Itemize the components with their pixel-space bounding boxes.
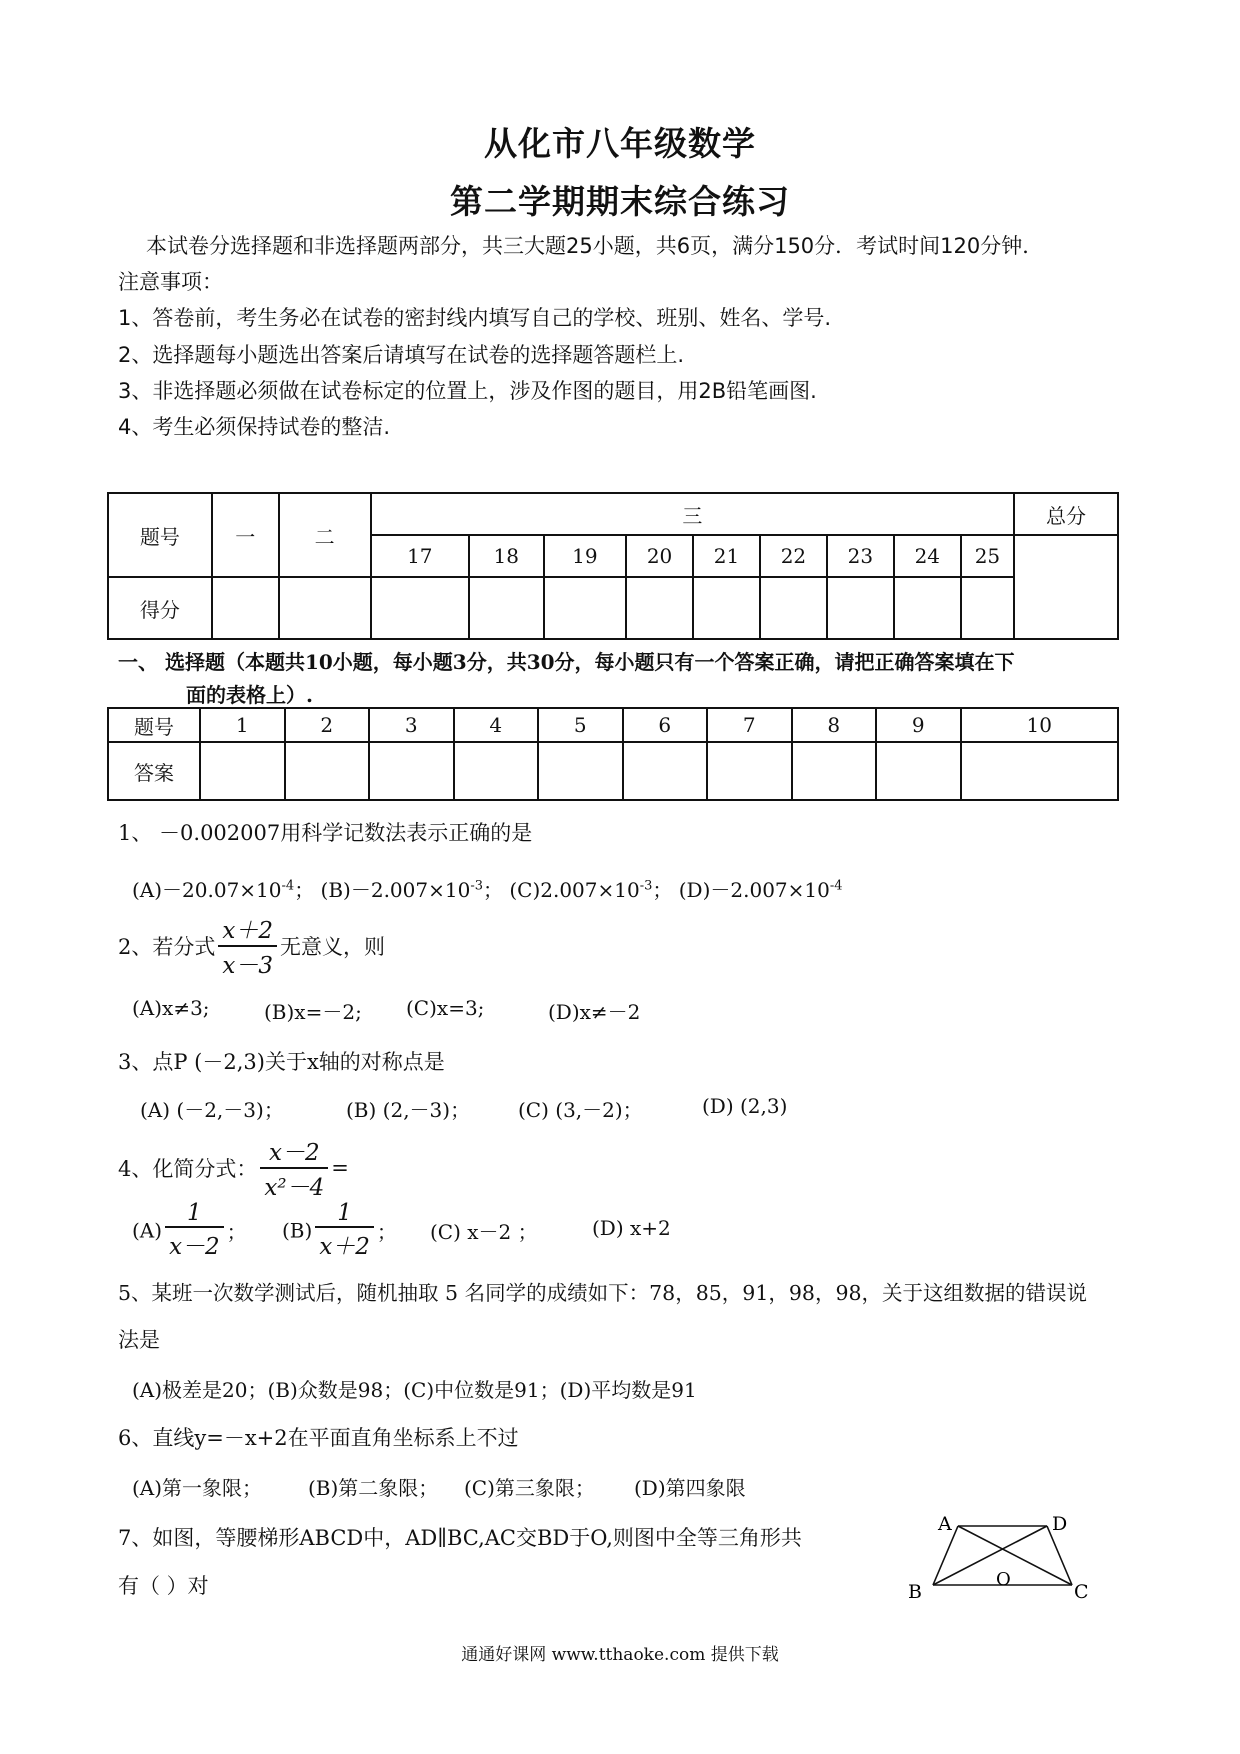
q5-stem: 5、某班一次数学测试后，随机抽取 5 名同学的成绩如下：78，85，91，98，98，关于这组数据的错误说: [118, 1281, 1088, 1305]
score-cell: [693, 577, 760, 639]
q4-option-a-sep: ；: [226, 1220, 247, 1244]
answer-row-label: 答案: [108, 742, 200, 800]
q1-option-b: (B)－2.007×10: [320, 878, 471, 902]
score-row-label: 得分: [108, 577, 212, 639]
q1-option-d-exp: -4: [829, 878, 843, 894]
q4-option-d: (D) x+2: [592, 1216, 671, 1240]
q4-option-b-fraction: [315, 1200, 374, 1261]
q6-option-a: (A)第一象限；: [132, 1476, 263, 1500]
answer-cell: [961, 742, 1119, 800]
score-header-part2: 二: [279, 493, 371, 577]
answer-cell: [538, 742, 623, 800]
q3-stem: 3、点P (－2,3)关于x轴的对称点是: [118, 1050, 445, 1074]
answer-num-5: 5: [538, 708, 623, 742]
q4-option-a-den: x－2: [165, 1226, 224, 1261]
score-cell: [827, 577, 894, 639]
score-cell: [279, 577, 371, 639]
answer-header-number: 题号: [108, 708, 200, 742]
answer-cell: [454, 742, 539, 800]
label-a: A: [938, 1513, 952, 1535]
section1-heading-cont: 面的表格上）.: [186, 683, 313, 707]
score-q19: 19: [544, 535, 627, 577]
footer-text: 通通好课网 www.tthaoke.com 提供下载: [461, 1645, 779, 1665]
label-b: B: [908, 1581, 922, 1603]
score-header-part3: 三: [371, 493, 1014, 535]
q2-fraction: [218, 912, 277, 980]
intro-text: 本试卷分选择题和非选择题两部分，共三大题25小题，共6页，满分150分．考试时间120分钟．: [146, 234, 1044, 258]
answer-cell: [369, 742, 454, 800]
q2-option-a: (A)x≠3;: [132, 996, 210, 1020]
answer-table: [107, 707, 1119, 801]
q4-fraction: [260, 1134, 328, 1202]
q6-option-c: (C)第三象限；: [464, 1476, 595, 1500]
q1-sep: ；: [294, 878, 315, 902]
q1-option-d: (D)－2.007×10: [678, 878, 830, 902]
q4-option-b-den: x＋2: [315, 1226, 374, 1261]
answer-num-2: 2: [285, 708, 370, 742]
q4-option-a-num: 1: [187, 1200, 202, 1226]
notice-2: 2、选择题每小题选出答案后请填写在试卷的选择题答题栏上.: [118, 343, 685, 367]
score-cell: [760, 577, 827, 639]
score-total-cell: [1014, 535, 1118, 639]
q6-option-b: (B)第二象限；: [308, 1476, 439, 1500]
q1-stem: 1、 －0.002007用科学记数法表示正确的是: [118, 821, 533, 845]
answer-cell: [285, 742, 370, 800]
page-subtitle: 第二学期期末综合练习: [450, 182, 790, 221]
score-cell: [371, 577, 469, 639]
trapezoid-figure: [900, 1510, 1100, 1610]
answer-num-9: 9: [876, 708, 961, 742]
q1-option-c-exp: -3: [639, 878, 653, 894]
q1-sep: ；: [652, 878, 673, 902]
score-q24: 24: [894, 535, 961, 577]
score-q25: 25: [961, 535, 1014, 577]
q1-option-a-exp: -4: [281, 878, 295, 894]
q1-sep: ；: [482, 878, 503, 902]
notice-4: 4、考生必须保持试卷的整洁.: [118, 415, 391, 439]
score-q23: 23: [827, 535, 894, 577]
score-cell: [212, 577, 279, 639]
page-title: 从化市八年级数学: [484, 124, 756, 163]
score-q20: 20: [626, 535, 693, 577]
score-q22: 22: [760, 535, 827, 577]
answer-num-1: 1: [200, 708, 285, 742]
score-header-total: 总分: [1014, 493, 1118, 535]
answer-num-6: 6: [623, 708, 708, 742]
q2-option-d: (D)x≠－2: [548, 1000, 641, 1024]
q5-options: (A)极差是20；(B)众数是98；(C)中位数是91；(D)平均数是91: [132, 1378, 697, 1402]
q2-option-b: (B)x=－2;: [264, 1000, 362, 1024]
notice-3: 3、非选择题必须做在试卷标定的位置上，涉及作图的题目，用2B铅笔画图.: [118, 379, 817, 403]
answer-cell: [623, 742, 708, 800]
q1-option-b-exp: -3: [470, 878, 483, 894]
score-header-number: 题号: [108, 493, 212, 577]
answer-num-4: 4: [454, 708, 539, 742]
q4-suffix: =: [331, 1156, 349, 1180]
q2-prefix: 2、若分式: [118, 935, 216, 959]
score-q17: 17: [371, 535, 469, 577]
q4-option-a-label: (A): [132, 1218, 163, 1243]
q1-option-c: (C)2.007×10: [509, 878, 640, 902]
answer-num-3: 3: [369, 708, 454, 742]
q7-stem-cont: 有（ ）对: [118, 1574, 209, 1598]
q4-option-b-label: (B): [282, 1218, 313, 1243]
notice-title: 注意事项：: [118, 270, 223, 294]
score-cell: [544, 577, 627, 639]
q2-numerator: x＋2: [222, 918, 273, 944]
q4-option-a: [132, 1200, 247, 1261]
q2-option-c: (C)x=3;: [406, 996, 485, 1020]
q4-option-a-fraction: [165, 1200, 224, 1261]
score-q21: 21: [693, 535, 760, 577]
score-header-part1: 一: [212, 493, 279, 577]
answer-cell: [876, 742, 961, 800]
label-d: D: [1052, 1513, 1068, 1535]
score-cell: [961, 577, 1014, 639]
q3-option-c: (C) (3,－2)；: [518, 1098, 643, 1122]
q6-option-d: (D)第四象限: [634, 1476, 746, 1500]
q3-option-a: (A) (－2,－3)；: [140, 1098, 284, 1122]
q4-denominator: x²－4: [260, 1167, 328, 1202]
score-cell: [469, 577, 544, 639]
answer-num-8: 8: [792, 708, 877, 742]
score-table: [107, 492, 1119, 640]
answer-cell: [707, 742, 792, 800]
q3-option-b: (B) (2,－3)；: [346, 1098, 471, 1122]
q4-numerator: x－2: [268, 1140, 320, 1166]
q4-prefix: 4、化简分式：: [118, 1157, 258, 1181]
answer-cell: [792, 742, 877, 800]
q1-option-a: (A)－20.07×10: [132, 878, 282, 902]
notice-1: 1、答卷前，考生务必在试卷的密封线内填写自己的学校、班别、姓名、学号.: [118, 306, 832, 330]
q2-denominator: x－3: [218, 945, 277, 980]
score-q18: 18: [469, 535, 544, 577]
q5-stem-cont: 法是: [118, 1328, 160, 1352]
q1-options: [132, 874, 843, 903]
q4-option-b-num: 1: [337, 1200, 352, 1226]
score-cell: [894, 577, 961, 639]
answer-num-10: 10: [961, 708, 1119, 742]
q4-option-b: [282, 1200, 397, 1261]
q4-option-b-sep: ；: [376, 1220, 397, 1244]
score-cell: [626, 577, 693, 639]
q3-option-d: (D) (2,3): [702, 1094, 788, 1118]
label-c: C: [1074, 1581, 1089, 1603]
answer-cell: [200, 742, 285, 800]
label-o: O: [996, 1569, 1011, 1590]
q2-stem: [118, 912, 385, 980]
answer-num-7: 7: [707, 708, 792, 742]
q7-stem: 7、如图，等腰梯形ABCD中，AD∥BC,AC交BD于O,则图中全等三角形共: [118, 1526, 802, 1550]
q4-stem: [118, 1134, 349, 1202]
q6-stem: 6、直线y=－x+2在平面直角坐标系上不过: [118, 1426, 519, 1450]
q4-option-c: (C) x－2 ；: [430, 1220, 538, 1244]
q2-suffix: 无意义，则: [279, 935, 385, 959]
section1-heading: 一、 选择题（本题共10小题，每小题3分，共30分，每小题只有一个答案正确，请把正确答案填在下: [118, 650, 1015, 674]
